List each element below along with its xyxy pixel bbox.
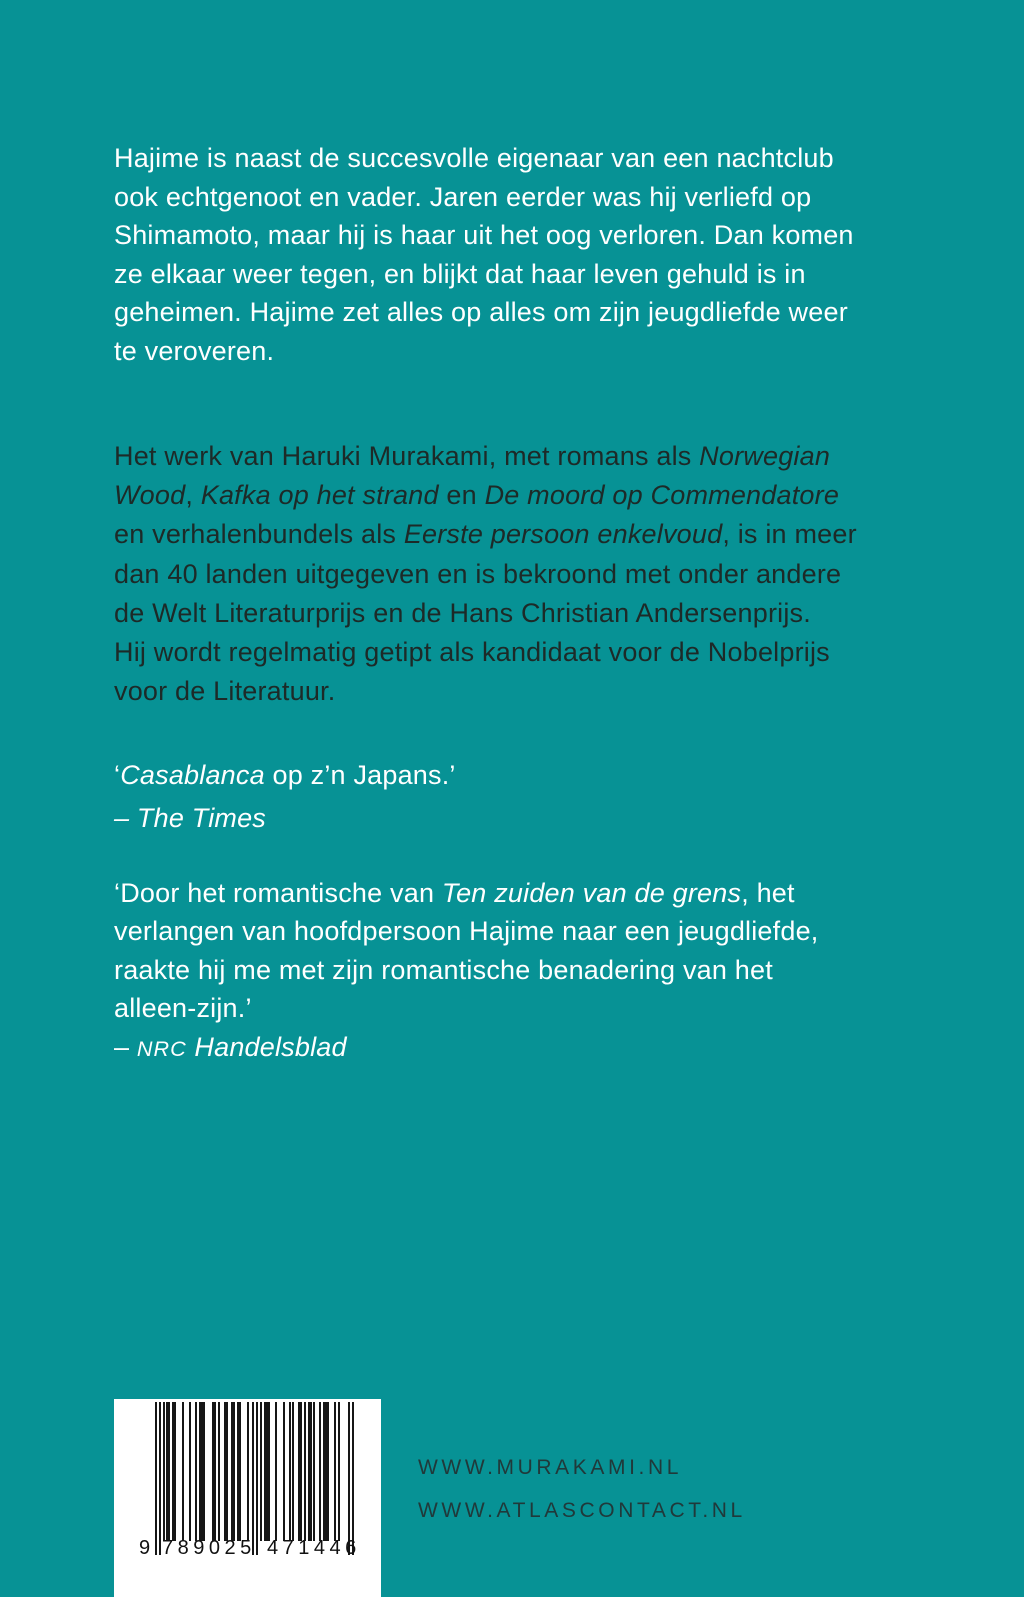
author-bio-paragraph: [114, 437, 857, 711]
barcode-bar: [155, 1402, 157, 1555]
barcode-bar: [239, 1402, 241, 1541]
text-line: [114, 912, 818, 950]
barcode-digit-lead: 9: [139, 1537, 151, 1559]
text-segment: Kafka op het strand: [200, 480, 439, 511]
text-segment: en: [438, 480, 485, 511]
text-line: [114, 332, 854, 371]
text-segment: Het werk van Haruki Murakami, met romans als: [114, 441, 700, 471]
barcode-bar: [313, 1402, 315, 1541]
barcode-bar: [247, 1402, 249, 1541]
text-segment: te veroveren.: [114, 335, 275, 366]
barcode-digit-right-group: 471446: [267, 1537, 361, 1559]
barcode-bar: [292, 1402, 294, 1541]
text-segment: Casablanca: [120, 760, 265, 790]
text-line: [114, 437, 857, 476]
quote-nrc-handelsblad: [114, 874, 818, 1068]
text-line: [114, 216, 854, 255]
barcode-bar: [252, 1402, 254, 1555]
url-atlascontact: WWW.ATLASCONTACT.NL: [418, 1499, 746, 1522]
text-segment: dan 40 landen uitgegeven en is bekroond met onder andere: [114, 558, 842, 589]
text-line: [114, 555, 857, 594]
text-line: [114, 476, 857, 515]
synopsis-paragraph: [114, 139, 854, 371]
barcode-bar: [319, 1402, 321, 1541]
text-line: [114, 178, 854, 217]
text-segment: op z’n Japans.’: [264, 760, 456, 790]
text-segment: Handelsblad: [186, 1031, 347, 1062]
barcode-bar: [334, 1402, 336, 1541]
text-line: [114, 951, 818, 989]
text-line: [114, 594, 857, 633]
text-segment: raakte hij me met zijn romantische benadering van het: [114, 954, 773, 985]
barcode-bar: [159, 1402, 161, 1555]
text-segment: geheimen. Hajime zet alles op alles om zijn jeugdliefde weer: [114, 297, 848, 328]
text-line: [114, 1028, 818, 1068]
barcode-bar: [338, 1402, 340, 1541]
barcode-bar: [352, 1402, 354, 1555]
text-segment: Hajime is naast de succesvolle eigenaar van een nachtclub: [114, 143, 834, 173]
text-line: [114, 989, 818, 1027]
text-segment: en verhalenbundels als: [114, 519, 404, 550]
barcode-bar: [218, 1402, 220, 1541]
barcode-digit-left-group: 789025: [162, 1537, 256, 1559]
barcode-bar: [260, 1402, 262, 1541]
text-segment: –: [114, 1031, 137, 1062]
barcode-bar: [256, 1402, 258, 1555]
text-segment: Wood: [114, 480, 186, 511]
text-line: [114, 255, 854, 294]
barcode-bar: [348, 1402, 350, 1555]
ean13-barcode: [155, 1402, 355, 1556]
text-line: [114, 754, 456, 797]
text-line: [114, 797, 456, 840]
barcode-bar: [182, 1402, 184, 1541]
text-line: [114, 515, 857, 554]
barcode-bar: [327, 1402, 329, 1541]
barcode-bar: [268, 1402, 270, 1541]
barcode-bar: [195, 1402, 197, 1541]
barcode-bar: [300, 1402, 302, 1541]
text-segment: Eerste persoon enkelvoud: [403, 519, 723, 550]
text-segment: , is in meer: [722, 519, 857, 550]
barcode-bar: [275, 1402, 277, 1541]
text-segment: ,: [185, 480, 201, 511]
barcode-bar: [203, 1402, 205, 1541]
barcode-bar: [168, 1402, 170, 1541]
text-segment: verlangen van hoofdpersoon Hajime naar een jeugdliefde,: [114, 916, 819, 947]
barcode-bar: [304, 1402, 306, 1541]
publisher-urls: [418, 1446, 746, 1532]
url-murakami: WWW.MURAKAMI.NL: [418, 1456, 682, 1479]
text-segment: voor de Literatuur.: [114, 676, 336, 707]
barcode-bar: [214, 1402, 216, 1541]
barcode-bar: [189, 1402, 191, 1541]
text-line: [114, 672, 857, 711]
text-segment: NRC: [136, 1035, 187, 1061]
text-segment: Norwegian: [699, 441, 831, 471]
text-segment: Ten zuiden van de grens: [441, 878, 742, 908]
barcode-digits: [139, 1537, 361, 1559]
text-segment: – The Times: [114, 802, 267, 833]
text-segment: Shimamoto, maar hij is haar uit het oog verloren. Dan komen: [114, 220, 854, 251]
text-segment: De moord op Commendatore: [484, 480, 840, 511]
text-line: [114, 293, 854, 332]
barcode-bar: [233, 1402, 235, 1541]
quote-the-times: [114, 754, 456, 839]
text-segment: , het: [741, 878, 795, 908]
text-segment: de Welt Literaturprijs en de Hans Christian Andersenprijs.: [114, 597, 811, 628]
text-segment: alleen-zijn.’: [114, 993, 252, 1024]
barcode-panel: [114, 1399, 381, 1597]
barcode-bar: [174, 1402, 176, 1541]
text-segment: ze elkaar weer tegen, en blijkt dat haar leven gehuld is in: [114, 258, 806, 289]
text-line: [114, 874, 818, 912]
text-segment: ‘: [114, 760, 121, 790]
text-segment: ook echtgenoot en vader. Jaren eerder was hij verliefd op: [114, 181, 812, 212]
barcode-bar: [226, 1402, 228, 1541]
barcode-bar: [283, 1402, 285, 1541]
text-line: [114, 633, 857, 672]
text-segment: Hij wordt regelmatig getipt als kandidaat voor de Nobelprijs: [114, 637, 830, 668]
text-segment: ‘Door het romantische van: [114, 878, 442, 908]
text-line: [114, 139, 854, 178]
